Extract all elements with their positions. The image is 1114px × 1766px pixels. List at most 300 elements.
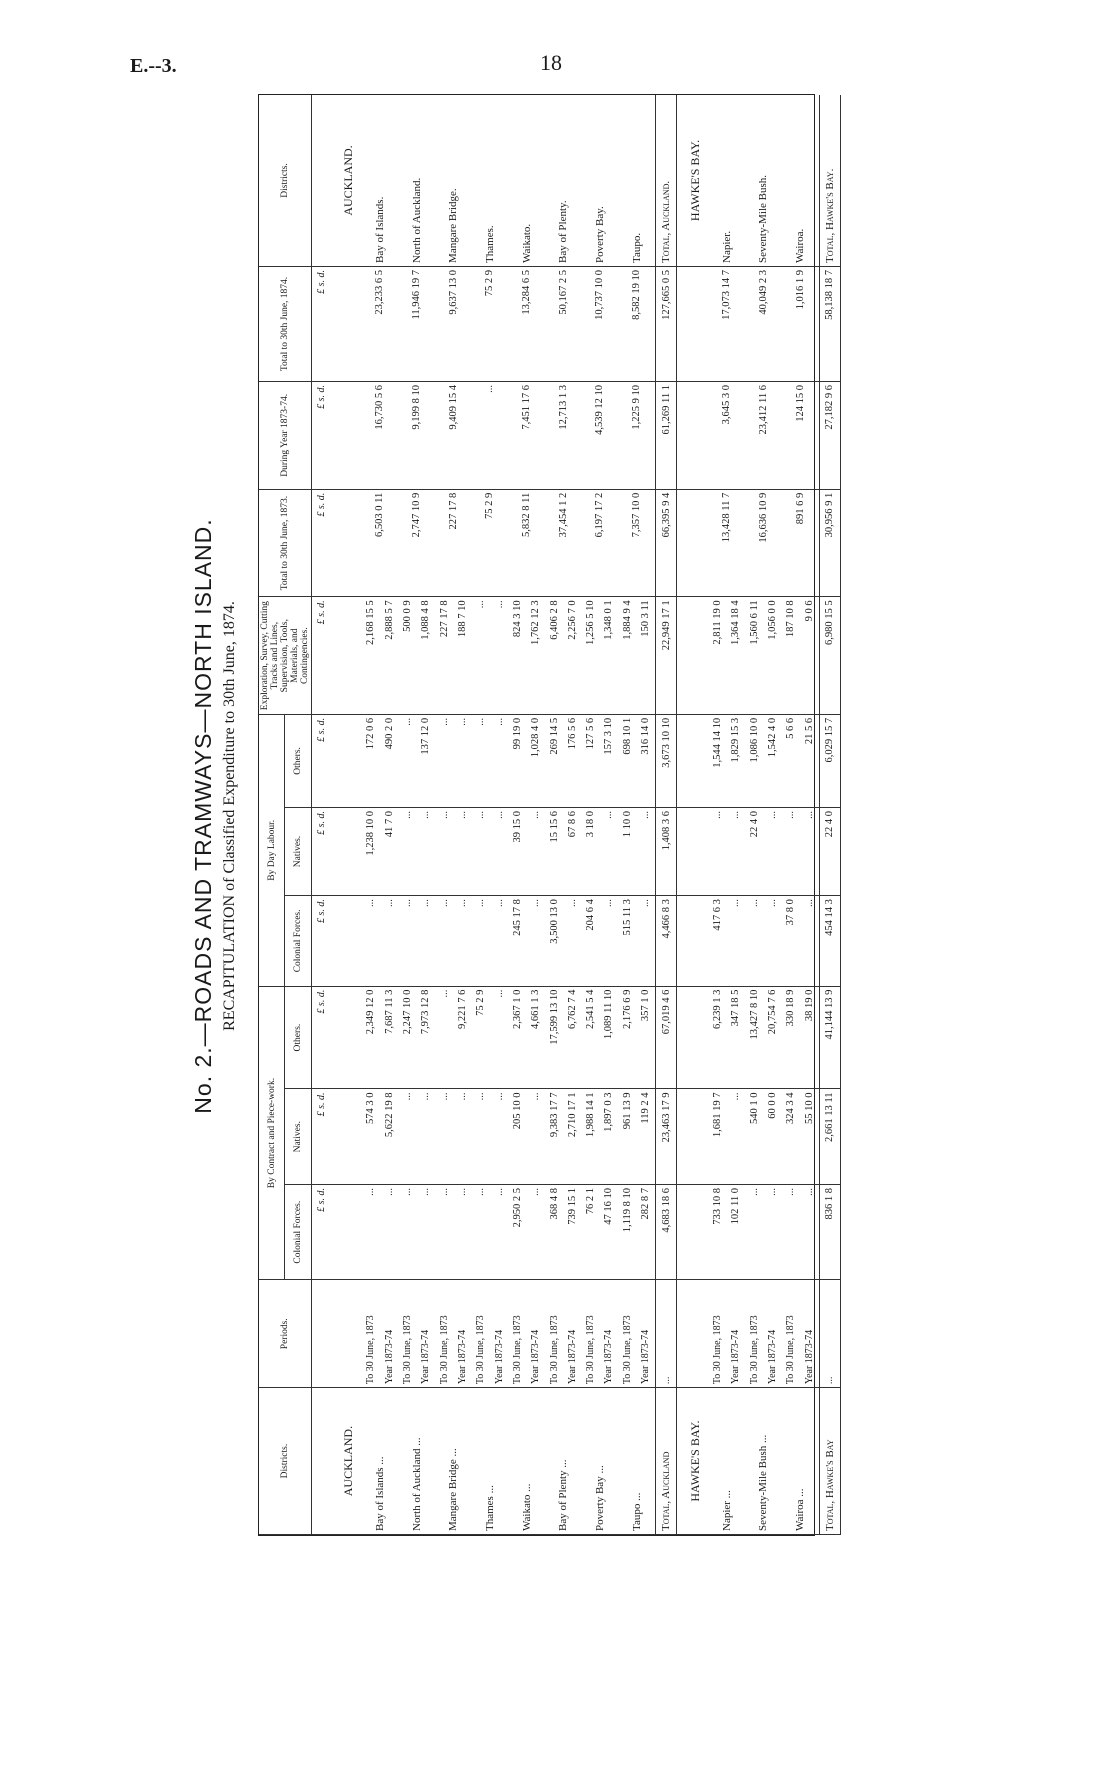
value-coth: 6,239 1 3 xyxy=(708,986,726,1089)
period-label: To 30 June, 1873 xyxy=(472,1280,490,1388)
units-cell: £ s. d. xyxy=(312,807,331,895)
value-coth: 4,661 1 3 xyxy=(527,986,545,1089)
value-ccol: ... xyxy=(745,1184,763,1279)
value-doth: 172 0 6 xyxy=(362,714,380,807)
value-doth: 316 14 0 xyxy=(636,714,655,807)
total-coth: 67,019 4 6 xyxy=(656,986,677,1089)
value-cnat: 55 10 0 xyxy=(800,1089,819,1184)
value-cnat: 2,710 17 1 xyxy=(563,1089,581,1184)
total-label-right: Total, Hawke's Bay. xyxy=(819,95,840,266)
value-coth: ... xyxy=(435,986,453,1089)
header-total-1874: Total to 30th June, 1874. xyxy=(259,266,312,381)
value-dcol: ... xyxy=(527,896,545,987)
section-blank xyxy=(677,714,709,807)
total-dnat: 1,408 3 6 xyxy=(656,807,677,895)
value-expl: ... xyxy=(472,597,490,715)
value-coth: 1,089 11 10 xyxy=(600,986,618,1089)
value-dnat: ... xyxy=(453,807,471,895)
value-cnat: 9,383 17 7 xyxy=(545,1089,563,1184)
value-dnat: ... xyxy=(600,807,618,895)
value-dcol: ... xyxy=(453,896,471,987)
period-label: Year 1873-74 xyxy=(417,1280,435,1388)
period-label: Year 1873-74 xyxy=(800,1280,819,1388)
value-cnat: ... xyxy=(417,1089,435,1184)
value-total-1874: 11,946 19 7 xyxy=(398,266,435,381)
district-name-right: Wairoa. xyxy=(782,95,819,266)
section-blank xyxy=(331,597,362,715)
value-dcol: ... xyxy=(362,896,380,987)
total-cnat: 23,463 17 9 xyxy=(656,1089,677,1184)
total-label-right: Total, Auckland. xyxy=(656,95,677,266)
value-doth: 137 12 0 xyxy=(417,714,435,807)
value-total-1874: 17,073 14 7 xyxy=(708,266,745,381)
period-label: To 30 June, 1873 xyxy=(545,1280,563,1388)
section-heading-right: AUCKLAND. xyxy=(331,95,362,266)
value-during-year: 9,199 8 10 xyxy=(398,382,435,490)
header-row-1 xyxy=(259,95,285,1535)
district-name-right: Bay of Plenty. xyxy=(545,95,582,266)
value-total-1874: 13,284 6 5 xyxy=(508,266,545,381)
value-expl: 6,406 2 8 xyxy=(545,597,563,715)
value-coth: 7,973 12 8 xyxy=(417,986,435,1089)
value-coth: 13,427 8 10 xyxy=(745,986,763,1089)
units-cell: £ s. d. xyxy=(312,896,331,987)
page-number: 18 xyxy=(540,50,562,75)
value-coth: 2,541 5 4 xyxy=(582,986,600,1089)
section-blank xyxy=(677,896,709,987)
table-row xyxy=(398,95,416,1535)
value-dnat: 67 8 6 xyxy=(563,807,581,895)
section-blank xyxy=(677,1184,709,1279)
value-during-year: 16,730 5 6 xyxy=(362,382,399,490)
district-name: Bay of Islands ... xyxy=(362,1388,399,1535)
value-ccol: ... xyxy=(763,1184,781,1279)
value-doth: ... xyxy=(490,714,508,807)
table-row xyxy=(435,95,453,1535)
section-row xyxy=(331,95,362,1535)
units-cell: £ s. d. xyxy=(312,597,331,715)
value-expl: 1,088 4 8 xyxy=(417,597,435,715)
value-dcol: 37 8 0 xyxy=(782,896,800,987)
table-subtitle: RECAPITULATION of Classified Expenditure to 30th June, 1874. xyxy=(221,601,238,1031)
value-expl: 187 10 8 xyxy=(782,597,800,715)
value-dnat: ... xyxy=(472,807,490,895)
total-total-1873: 30,956 9 1 xyxy=(819,489,840,597)
value-coth: 17,599 13 10 xyxy=(545,986,563,1089)
value-expl: 1,348 0 1 xyxy=(600,597,618,715)
value-dnat: ... xyxy=(490,807,508,895)
period-label: Year 1873-74 xyxy=(490,1280,508,1388)
total-ccol: 836 1 8 xyxy=(819,1184,840,1279)
value-dcol: ... xyxy=(636,896,655,987)
units-cell: £ s. d. xyxy=(312,1089,331,1184)
value-ccol: ... xyxy=(782,1184,800,1279)
header-total-1873: Total to 30th June, 1873. xyxy=(259,489,312,597)
value-cnat: ... xyxy=(435,1089,453,1184)
value-ccol: 739 15 1 xyxy=(563,1184,581,1279)
table-row xyxy=(545,95,563,1535)
header-districts-right: Districts. xyxy=(259,95,312,266)
section-blank xyxy=(677,489,709,597)
value-ccol: ... xyxy=(453,1184,471,1279)
value-coth: 7,687 11 3 xyxy=(380,986,398,1089)
value-cnat: ... xyxy=(527,1089,545,1184)
value-ccol: 733 10 8 xyxy=(708,1184,726,1279)
value-ccol: 47 16 10 xyxy=(600,1184,618,1279)
period-label: Year 1873-74 xyxy=(636,1280,655,1388)
total-during-year: 27,182 9 6 xyxy=(819,382,840,490)
expenditure-table xyxy=(258,94,836,1536)
value-total-1873: 227 17 8 xyxy=(435,489,472,597)
value-expl: 227 17 8 xyxy=(435,597,453,715)
period-label: Year 1873-74 xyxy=(763,1280,781,1388)
period-label: To 30 June, 1873 xyxy=(398,1280,416,1388)
value-total-1874: 50,167 2 5 xyxy=(545,266,582,381)
units-row xyxy=(312,95,331,1535)
title-block xyxy=(190,126,239,1506)
value-expl: 2,256 7 0 xyxy=(563,597,581,715)
value-during-year: 12,713 1 3 xyxy=(545,382,582,490)
value-total-1873: 16,636 10 9 xyxy=(745,489,782,597)
total-total-1873: 66,395 9 4 xyxy=(656,489,677,597)
value-coth: 2,247 10 0 xyxy=(398,986,416,1089)
header-day-colonial: Colonial Forces. xyxy=(285,896,312,987)
value-doth: 269 14 5 xyxy=(545,714,563,807)
district-name: Bay of Plenty ... xyxy=(545,1388,582,1535)
value-total-1873: 6,503 0 11 xyxy=(362,489,399,597)
expenditure-table-grid xyxy=(259,95,841,1535)
value-dcol: 245 17 8 xyxy=(508,896,526,987)
header-during-year: During Year 1873-74. xyxy=(259,382,312,490)
value-dnat: 1 10 0 xyxy=(618,807,636,895)
header-contract: By Contract and Piece-work. xyxy=(259,986,285,1280)
value-coth: 347 18 5 xyxy=(727,986,745,1089)
value-dnat: ... xyxy=(763,807,781,895)
value-dcol: ... xyxy=(417,896,435,987)
value-dcol: ... xyxy=(563,896,581,987)
value-ccol: 2,950 2 5 xyxy=(508,1184,526,1279)
table-row xyxy=(782,95,800,1535)
value-total-1873: 6,197 17 2 xyxy=(582,489,619,597)
value-dcol: 417 6 3 xyxy=(708,896,726,987)
value-dcol: ... xyxy=(763,896,781,987)
value-coth: 2,176 6 9 xyxy=(618,986,636,1089)
value-cnat: 1,897 0 3 xyxy=(600,1089,618,1184)
value-doth: 1,028 4 0 xyxy=(527,714,545,807)
total-total-1874: 127,665 0 5 xyxy=(656,266,677,381)
value-coth: 20,754 7 6 xyxy=(763,986,781,1089)
period-label: Year 1873-74 xyxy=(563,1280,581,1388)
value-coth: 9,221 7 6 xyxy=(453,986,471,1089)
value-doth: 157 3 10 xyxy=(600,714,618,807)
value-cnat: 961 13 9 xyxy=(618,1089,636,1184)
value-dcol: ... xyxy=(398,896,416,987)
value-dcol: ... xyxy=(745,896,763,987)
value-doth: 99 19 0 xyxy=(508,714,526,807)
value-ccol: ... xyxy=(362,1184,380,1279)
period-label: To 30 June, 1873 xyxy=(582,1280,600,1388)
value-coth: 357 1 0 xyxy=(636,986,655,1089)
value-ccol: ... xyxy=(800,1184,819,1279)
table-row xyxy=(508,95,526,1535)
value-expl: 1,884 9 4 xyxy=(618,597,636,715)
value-ccol: ... xyxy=(380,1184,398,1279)
total-period: ... xyxy=(656,1280,677,1388)
value-ccol: ... xyxy=(417,1184,435,1279)
district-name: Seventy-Mile Bush ... xyxy=(745,1388,782,1535)
section-blank xyxy=(677,807,709,895)
value-cnat: ... xyxy=(727,1089,745,1184)
value-total-1873: 13,428 11 7 xyxy=(708,489,745,597)
value-during-year: 3,645 3 0 xyxy=(708,382,745,490)
table-row xyxy=(472,95,490,1535)
district-name-right: Bay of Islands. xyxy=(362,95,399,266)
units-blank xyxy=(312,1388,331,1535)
total-dcol: 454 14 3 xyxy=(819,896,840,987)
table-title: No. 2.—ROADS AND TRAMWAYS—NORTH ISLAND. xyxy=(190,518,216,1114)
value-expl: 150 3 11 xyxy=(636,597,655,715)
value-expl: ... xyxy=(490,597,508,715)
value-doth: 127 5 6 xyxy=(582,714,600,807)
district-name: Thames ... xyxy=(472,1388,509,1535)
total-row xyxy=(819,95,840,1535)
period-label: To 30 June, 1873 xyxy=(362,1280,380,1388)
value-expl: 500 0 9 xyxy=(398,597,416,715)
value-cnat: 1,681 19 7 xyxy=(708,1089,726,1184)
value-total-1874: 75 2 9 xyxy=(472,266,509,381)
value-cnat: ... xyxy=(472,1089,490,1184)
header-contract-natives: Natives. xyxy=(285,1089,312,1184)
units-cell: £ s. d. xyxy=(312,489,331,597)
value-ccol: ... xyxy=(398,1184,416,1279)
value-dnat: 3 18 0 xyxy=(582,807,600,895)
section-blank xyxy=(677,266,709,381)
units-blank xyxy=(312,95,331,266)
section-blank xyxy=(677,1089,709,1184)
units-blank xyxy=(312,1280,331,1388)
period-label: Year 1873-74 xyxy=(600,1280,618,1388)
value-dcol: ... xyxy=(380,896,398,987)
value-dnat: 41 7 0 xyxy=(380,807,398,895)
value-doth: 698 10 1 xyxy=(618,714,636,807)
value-dcol: ... xyxy=(472,896,490,987)
value-total-1873: 5,832 8 11 xyxy=(508,489,545,597)
value-expl: 1,256 5 10 xyxy=(582,597,600,715)
district-name-right: Thames. xyxy=(472,95,509,266)
district-name-right: Poverty Bay. xyxy=(582,95,619,266)
value-ccol: ... xyxy=(472,1184,490,1279)
header-day-labour: By Day Labour. xyxy=(259,714,285,986)
value-dnat: ... xyxy=(800,807,819,895)
rotated-table-page xyxy=(170,96,836,1536)
total-ccol: 4,683 18 6 xyxy=(656,1184,677,1279)
table-row xyxy=(745,95,763,1535)
total-label: Total, Hawke's Bay xyxy=(819,1388,840,1535)
district-name: Taupo ... xyxy=(618,1388,655,1535)
total-expl: 6,980 15 5 xyxy=(819,597,840,715)
value-doth: 176 5 6 xyxy=(563,714,581,807)
value-doth: ... xyxy=(398,714,416,807)
value-coth: 2,367 1 0 xyxy=(508,986,526,1089)
units-cell: £ s. d. xyxy=(312,266,331,381)
total-dnat: 22 4 0 xyxy=(819,807,840,895)
district-name: Napier ... xyxy=(708,1388,745,1535)
value-dnat: ... xyxy=(727,807,745,895)
value-cnat: 205 10 0 xyxy=(508,1089,526,1184)
period-label: Year 1873-74 xyxy=(380,1280,398,1388)
value-dcol: ... xyxy=(490,896,508,987)
value-dnat: ... xyxy=(782,807,800,895)
table-body xyxy=(312,95,841,1535)
value-expl: 2,811 19 0 xyxy=(708,597,726,715)
value-cnat: 60 0 0 xyxy=(763,1089,781,1184)
value-ccol: 1,119 8 10 xyxy=(618,1184,636,1279)
section-blank xyxy=(331,1280,362,1388)
value-ccol: 282 8 7 xyxy=(636,1184,655,1279)
value-doth: 490 2 0 xyxy=(380,714,398,807)
value-coth: 330 18 9 xyxy=(782,986,800,1089)
section-blank xyxy=(677,986,709,1089)
period-label: Year 1873-74 xyxy=(727,1280,745,1388)
total-expl: 22,949 17 1 xyxy=(656,597,677,715)
value-dcol: ... xyxy=(800,896,819,987)
period-label: To 30 June, 1873 xyxy=(618,1280,636,1388)
value-doth: 1,829 15 3 xyxy=(727,714,745,807)
total-cnat: 2,661 13 11 xyxy=(819,1089,840,1184)
page-code: E.--3. xyxy=(130,55,177,77)
value-dnat: ... xyxy=(527,807,545,895)
value-cnat: 1,988 14 1 xyxy=(582,1089,600,1184)
value-during-year: 23,412 11 6 xyxy=(745,382,782,490)
table-row xyxy=(582,95,600,1535)
table-row xyxy=(708,95,726,1535)
section-blank xyxy=(331,896,362,987)
value-total-1874: 8,582 19 10 xyxy=(618,266,655,381)
value-total-1874: 1,016 1 9 xyxy=(782,266,819,381)
value-dnat: ... xyxy=(398,807,416,895)
value-cnat: 5,622 19 8 xyxy=(380,1089,398,1184)
value-doth: 1,544 14 10 xyxy=(708,714,726,807)
value-total-1873: 37,454 1 2 xyxy=(545,489,582,597)
section-blank xyxy=(331,714,362,807)
total-period: ... xyxy=(819,1280,840,1388)
value-cnat: ... xyxy=(453,1089,471,1184)
period-label: To 30 June, 1873 xyxy=(435,1280,453,1388)
value-dcol: ... xyxy=(727,896,745,987)
district-name: Wairoa ... xyxy=(782,1388,819,1535)
value-dnat: 22 4 0 xyxy=(745,807,763,895)
value-dnat: ... xyxy=(435,807,453,895)
units-cell: £ s. d. xyxy=(312,714,331,807)
value-coth: 6,762 7 4 xyxy=(563,986,581,1089)
value-dcol: 3,500 13 0 xyxy=(545,896,563,987)
value-ccol: 368 4 8 xyxy=(545,1184,563,1279)
value-cnat: ... xyxy=(490,1089,508,1184)
value-dnat: ... xyxy=(636,807,655,895)
value-total-1873: 891 6 9 xyxy=(782,489,819,597)
value-coth: 2,349 12 0 xyxy=(362,986,380,1089)
value-dnat: ... xyxy=(417,807,435,895)
total-doth: 3,673 10 10 xyxy=(656,714,677,807)
section-heading: AUCKLAND. xyxy=(331,1388,362,1535)
value-total-1874: 23,233 6 5 xyxy=(362,266,399,381)
table-row xyxy=(362,95,380,1535)
section-heading-right: HAWKE'S BAY. xyxy=(677,95,709,266)
value-expl: 824 3 10 xyxy=(508,597,526,715)
value-cnat: ... xyxy=(398,1089,416,1184)
value-coth: ... xyxy=(490,986,508,1089)
value-during-year: ... xyxy=(472,382,509,490)
value-during-year: 9,409 15 4 xyxy=(435,382,472,490)
section-row xyxy=(677,95,709,1535)
header-day-others: Others. xyxy=(285,714,312,807)
period-label: Year 1873-74 xyxy=(527,1280,545,1388)
value-during-year: 1,225 9 10 xyxy=(618,382,655,490)
value-dcol: ... xyxy=(600,896,618,987)
district-name: North of Auckland ... xyxy=(398,1388,435,1535)
total-coth: 41,144 13 9 xyxy=(819,986,840,1089)
district-name-right: Seventy-Mile Bush. xyxy=(745,95,782,266)
header-exploration: Exploration, Survey, Cutting Tracks and Lines, Supervision, Tools, Materials, and Contingencies. xyxy=(259,597,312,715)
value-doth: 1,542 4 0 xyxy=(763,714,781,807)
value-cnat: 119 2 4 xyxy=(636,1089,655,1184)
district-name: Mangare Bridge ... xyxy=(435,1388,472,1535)
value-coth: 75 2 9 xyxy=(472,986,490,1089)
value-expl: 1,762 12 3 xyxy=(527,597,545,715)
value-dnat: 15 15 6 xyxy=(545,807,563,895)
section-blank xyxy=(331,1184,362,1279)
header-periods: Periods. xyxy=(259,1280,312,1388)
total-doth: 6,029 15 7 xyxy=(819,714,840,807)
value-expl: 1,560 6 11 xyxy=(745,597,763,715)
value-ccol: 102 11 0 xyxy=(727,1184,745,1279)
units-cell: £ s. d. xyxy=(312,986,331,1089)
section-blank xyxy=(677,382,709,490)
value-ccol: ... xyxy=(435,1184,453,1279)
value-ccol: 76 2 1 xyxy=(582,1184,600,1279)
value-ccol: ... xyxy=(527,1184,545,1279)
value-expl: 188 7 10 xyxy=(453,597,471,715)
value-during-year: 124 15 0 xyxy=(782,382,819,490)
section-blank xyxy=(331,986,362,1089)
header-day-natives: Natives. xyxy=(285,807,312,895)
district-name-right: Taupo. xyxy=(618,95,655,266)
section-blank xyxy=(331,807,362,895)
value-doth: 5 6 6 xyxy=(782,714,800,807)
header-contract-others: Others. xyxy=(285,986,312,1089)
section-heading: HAWKE'S BAY. xyxy=(677,1388,709,1535)
section-blank xyxy=(677,1280,709,1388)
value-ccol: ... xyxy=(490,1184,508,1279)
value-expl: 2,168 15 5 xyxy=(362,597,380,715)
value-expl: 1,056 0 0 xyxy=(763,597,781,715)
district-name-right: North of Auckland. xyxy=(398,95,435,266)
period-label: Year 1873-74 xyxy=(453,1280,471,1388)
value-cnat: 540 1 0 xyxy=(745,1089,763,1184)
value-total-1873: 2,747 10 9 xyxy=(398,489,435,597)
period-label: To 30 June, 1873 xyxy=(782,1280,800,1388)
table-row xyxy=(618,95,636,1535)
value-coth: 38 19 0 xyxy=(800,986,819,1089)
units-cell: £ s. d. xyxy=(312,1184,331,1279)
header-contract-colonial: Colonial Forces. xyxy=(285,1184,312,1279)
value-total-1873: 7,357 10 0 xyxy=(618,489,655,597)
value-total-1874: 10,737 10 0 xyxy=(582,266,619,381)
district-name-right: Waikato. xyxy=(508,95,545,266)
value-total-1874: 40,049 2 3 xyxy=(745,266,782,381)
period-label: To 30 June, 1873 xyxy=(708,1280,726,1388)
period-label: To 30 June, 1873 xyxy=(745,1280,763,1388)
